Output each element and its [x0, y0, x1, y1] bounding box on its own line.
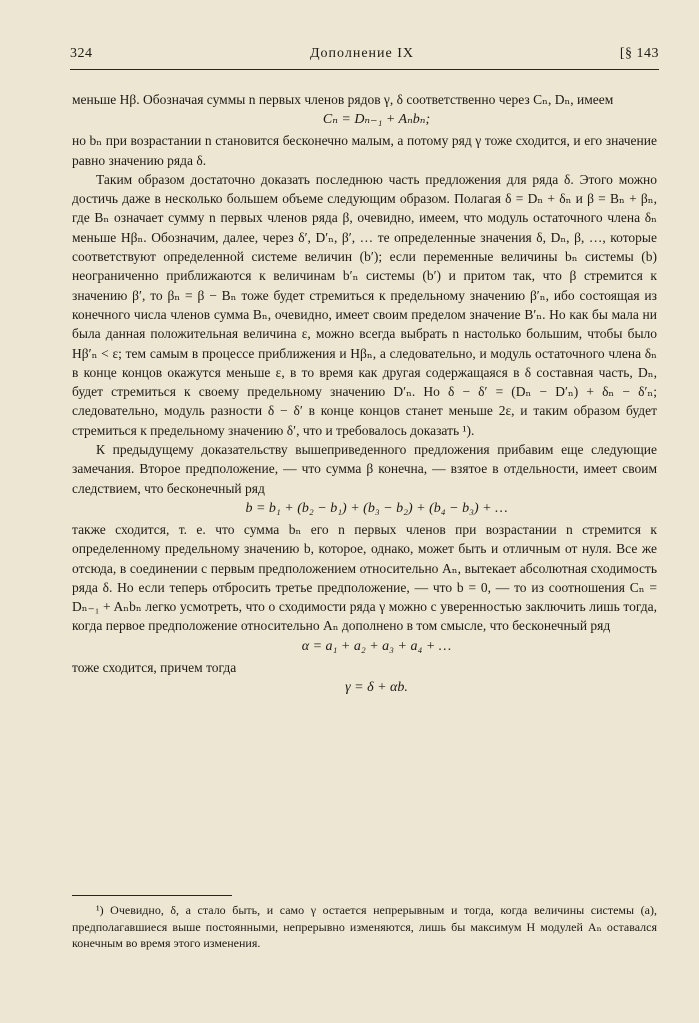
paragraph: К предыдущему доказательству вышеприведенного предложения прибавим еще следующие замечания. Второе предположение, — что сумма β конечна, — взятое в отдельности, имеет своим следствием, что бесконечный ряд [72, 442, 657, 496]
paragraph: тоже сходится, причем тогда [72, 659, 237, 675]
formula: γ = δ + αb. [345, 680, 408, 696]
formula: Cₙ = Dₙ₋₁ + Aₙbₙ; [322, 112, 431, 128]
footnote-rule [72, 895, 232, 896]
formula: α = a₁ + a₂ + a₃ + a₄ + … [301, 638, 452, 654]
formula: b = b₁ + (b₂ − b₁) + (b₃ − b₂) + (b₄ − b₃) + … [245, 500, 508, 516]
section-number: [§ 143 [619, 46, 659, 61]
paragraph: меньше Hβ. Обозначая суммы n первых членов рядов γ, δ соответственно через Cₙ, Dₙ, имеем [72, 92, 614, 107]
footnote: ¹) Очевидно, δ, а стало быть, и само γ остается непрерывным и тогда, когда величины системы (a), предполагавшиеся выше постоянными, непрерывно изменяются, лишь бы максимум H модулей Aₙ оставался конечным во время этого изменения. [72, 903, 657, 950]
paragraph: Таким образом достаточно доказать последнюю часть предложения для ряда δ. Этого можно достичь даже в несколько большем объеме следующим образом. Полагая δ = Dₙ + δₙ и β = Bₙ + βₙ, где Bₙ означает сумму n первых членов ряда β, очевидно, имеем, что модуль остаточного члена δₙ меньше Hβₙ. Обозначим, далее, через δ′, D′ₙ, β′, … те определенные значения δ, Dₙ, β, …, которые соответствуют определенной системе величин (b′); если переменные величины bₙ системы (b) неограниченно приближаются к величинам b′ₙ системы (b′) и притом так, что β стремится к значению β′, то βₙ = β − Bₙ тоже будет стремиться к предельному значению β′ₙ, ибо состоящая из конечного числа членов сумма Bₙ, очевидно, имеет своим пределом значение B′ₙ. Но как бы мала ни была данная положительная величина ε, можно всегда выбрать n настолько большим, чтобы было Hβ′ₙ < ε; тем самым в процессе приближения и Hβₙ, а следовательно, и модуль остаточного члена δₙ в конце концов окажутся меньше ε, в то время как другая содержащаяся в δ составная часть, Dₙ, будет стремиться к своему предельному значению D′ₙ. Но δ − δ′ = (Dₙ − D′ₙ) + δₙ − δ′ₙ; следовательно, модуль разности δ − δ′ в конце концов станет меньше 2ε, и таким образом будет стремиться к предельному значению δ′, что и требовалось доказать ¹). [72, 171, 657, 438]
page-header [70, 46, 659, 68]
paragraph: также сходится, т. е. что сумма bₙ его n первых членов при возрастании n стремится к определенному предельному значению b, которое, однако, может быть и отличным от нуля. Все же отсюда, в соединении с первым предположением относительно Aₙ, вытекает абсолютная сходимость ряда δ. Но если теперь отбросить третье предположение, — что b = 0, — то из соотношения Cₙ = Dₙ₋₁ + Aₙbₙ легко усмотреть, что о сходимости ряда γ можно с уверенностью заключить лишь тогда, когда первое предположение относительно Aₙ дополнено в том смысле, что бесконечный ряд [72, 521, 657, 634]
paragraph: но bₙ при возрастании n становится бесконечно малым, а потому ряд γ тоже сходится, и его значение равно значению ряда δ. [72, 133, 657, 168]
main-text [72, 90, 657, 699]
running-title: Дополнение IX [310, 46, 415, 61]
page-number: 324 [70, 46, 93, 61]
header-rule [70, 69, 659, 70]
